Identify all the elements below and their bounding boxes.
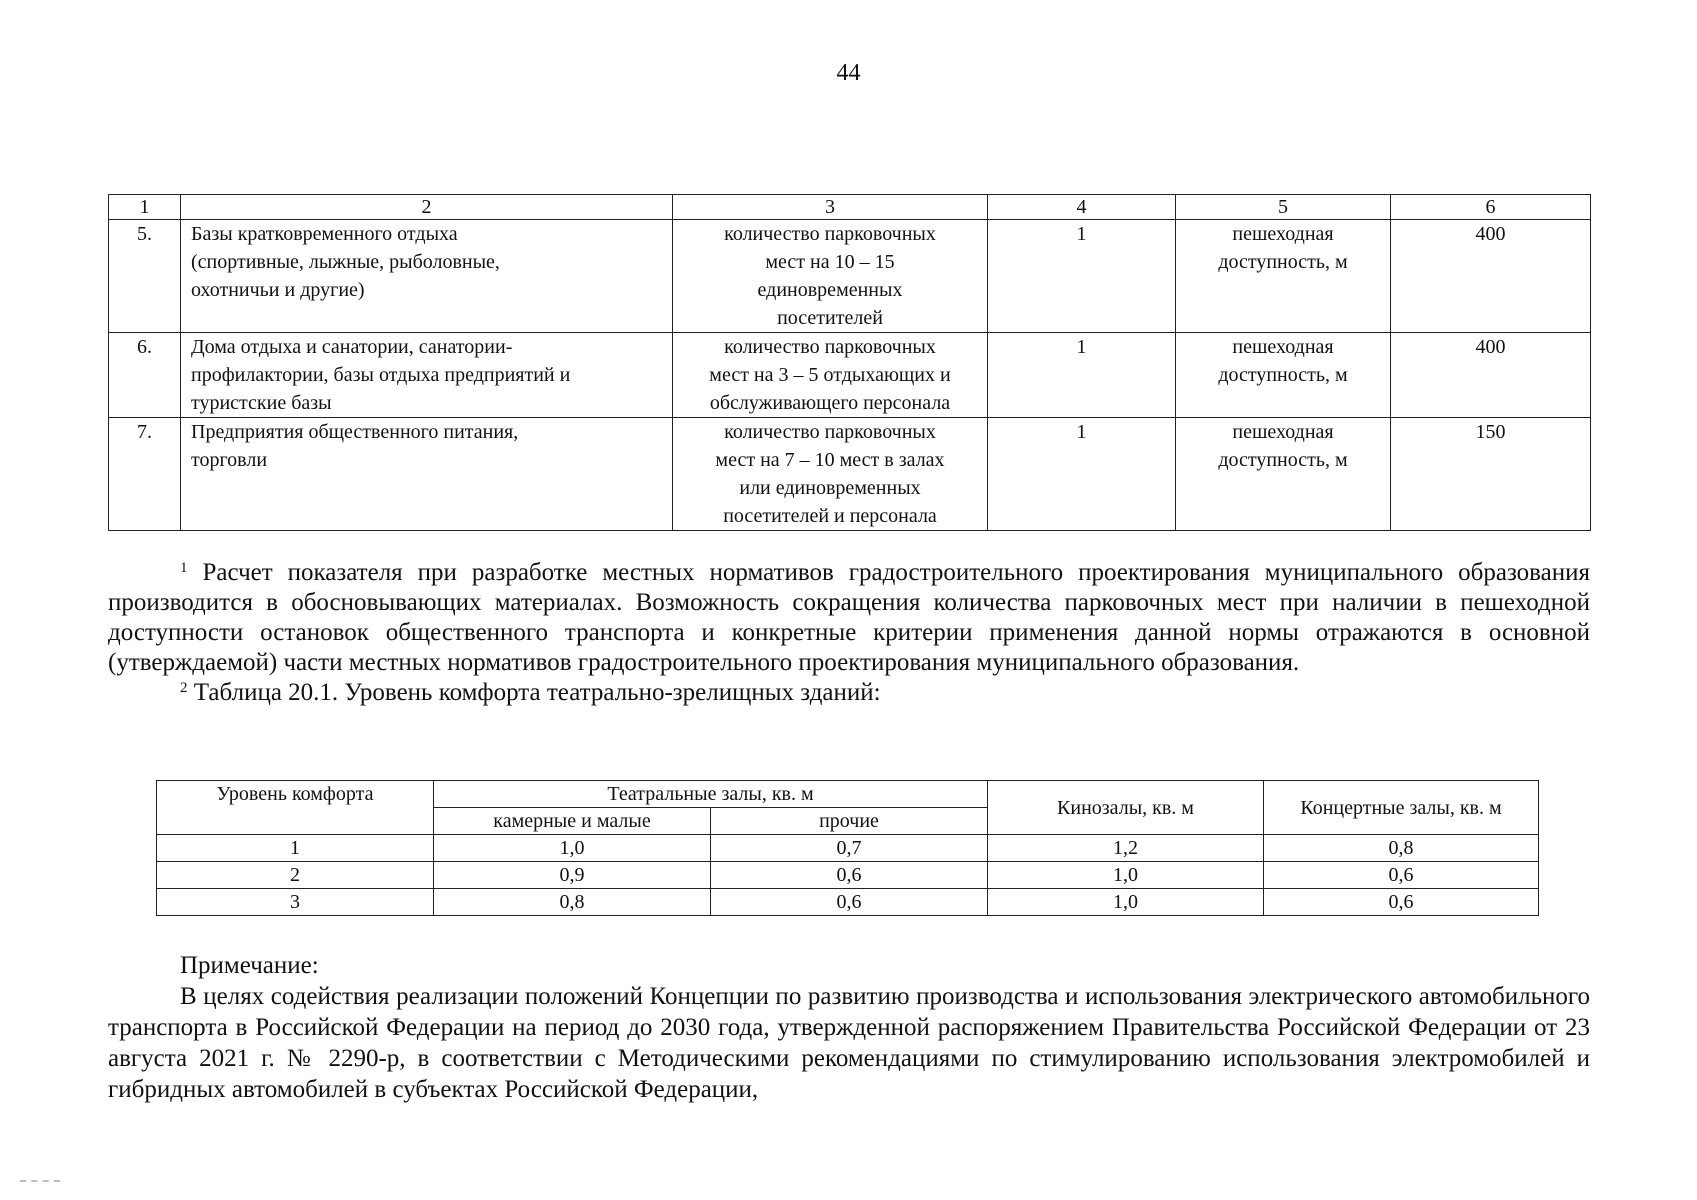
- footnote-1: [108, 558, 1590, 678]
- table-cell: 1,0: [988, 889, 1264, 916]
- footnote-mark: 2: [180, 680, 188, 696]
- object-line: (спортивные, лыжные, рыболовные,: [191, 251, 500, 273]
- unit-line: посетителей: [777, 307, 883, 329]
- object-cell: [181, 333, 673, 418]
- footnote-mark: 1: [180, 560, 188, 576]
- header-cell: 5: [1176, 195, 1391, 220]
- table-cell: 3: [157, 889, 434, 916]
- table-row: [157, 862, 1539, 889]
- table-cell: 0,6: [711, 862, 988, 889]
- table-cell: 0,6: [711, 889, 988, 916]
- table-cell: 1,0: [434, 835, 711, 862]
- table-cell: 0,9: [434, 862, 711, 889]
- unit-line: количество парковочных: [724, 421, 936, 443]
- scan-artifact: [20, 1180, 60, 1184]
- parking-norms-table: [108, 194, 1591, 531]
- header-concert-halls: Концертные залы, кв. м: [1264, 781, 1539, 835]
- header-theatre-small: камерные и малые: [434, 808, 711, 835]
- footnote-2: [108, 678, 1590, 708]
- table-cell: 1,2: [988, 835, 1264, 862]
- object-line: Дома отдыха и санатории, санатории-: [191, 336, 513, 358]
- object-line: торговли: [191, 449, 268, 471]
- unit-line: количество парковочных: [724, 336, 936, 358]
- table-cell: 0,7: [711, 835, 988, 862]
- value-cell: 1: [988, 418, 1176, 531]
- table-row: [157, 889, 1539, 916]
- table-cell: 0,8: [434, 889, 711, 916]
- unit-line: мест на 3 – 5 отдыхающих и: [709, 364, 951, 386]
- unit-line: обслуживающего персонала: [709, 392, 951, 414]
- note-section: [108, 950, 1590, 1105]
- table-cell: 0,8: [1264, 835, 1539, 862]
- unit-line: или единовременных: [739, 477, 921, 499]
- object-line: профилактории, базы отдыха предприятий и: [191, 364, 571, 386]
- table-cell: 1: [157, 835, 434, 862]
- unit-line: мест на 7 – 10 мест в залах: [715, 449, 945, 471]
- header-cell: 6: [1391, 195, 1591, 220]
- type-line: доступность, м: [1218, 449, 1348, 471]
- header-theatre-halls: Театральные залы, кв. м: [434, 781, 988, 808]
- unit-line: посетителей и персонала: [723, 505, 937, 527]
- type-cell: [1176, 220, 1391, 333]
- header-theatre-other: прочие: [711, 808, 988, 835]
- unit-cell: [673, 418, 988, 531]
- object-line: охотничьи и другие): [191, 279, 365, 301]
- table-cell: 2: [157, 862, 434, 889]
- note-title: Примечание:: [180, 952, 319, 979]
- header-cinema-halls: Кинозалы, кв. м: [988, 781, 1264, 835]
- object-cell: [181, 418, 673, 531]
- row-number: 7.: [109, 418, 181, 531]
- type-line: пешеходная: [1232, 336, 1334, 358]
- header-comfort-level: Уровень комфорта: [157, 781, 434, 835]
- type-line: доступность, м: [1218, 364, 1348, 386]
- object-line: туристские базы: [191, 392, 332, 414]
- table-header-row: [109, 195, 1591, 220]
- row-number: 5.: [109, 220, 181, 333]
- footnotes: [108, 558, 1590, 708]
- row-number: 6.: [109, 333, 181, 418]
- unit-cell: [673, 333, 988, 418]
- distance-cell: 400: [1391, 220, 1591, 333]
- distance-cell: 150: [1391, 418, 1591, 531]
- type-line: доступность, м: [1218, 251, 1348, 273]
- type-line: пешеходная: [1232, 421, 1334, 443]
- object-cell: [181, 220, 673, 333]
- header-cell: 2: [181, 195, 673, 220]
- object-line: Базы кратковременного отдыха: [191, 223, 458, 245]
- footnote-text: Расчет показателя при разработке местных нормативов градостроительного проектирования муниципального образования производится в обосновывающих материалах. Возможность сокращения количества парковочных мест при наличии в пешеходной доступности остановок общественного транспорта и конкретные критерии применения данной нормы отражаются в основной (утверждаемой) части местных нормативов градостроительного проектирования муниципального образования.: [108, 559, 1591, 676]
- header-cell: 4: [988, 195, 1176, 220]
- type-cell: [1176, 333, 1391, 418]
- table-row: [157, 835, 1539, 862]
- type-cell: [1176, 418, 1391, 531]
- unit-cell: [673, 220, 988, 333]
- table-cell: 1,0: [988, 862, 1264, 889]
- unit-line: единовременных: [757, 279, 903, 301]
- table-cell: 0,6: [1264, 889, 1539, 916]
- footnote-text: Таблица 20.1. Уровень комфорта театрально-зрелищных зданий:: [193, 679, 881, 706]
- header-cell: 1: [109, 195, 181, 220]
- value-cell: 1: [988, 333, 1176, 418]
- unit-line: мест на 10 – 15: [765, 251, 895, 273]
- header-cell: 3: [673, 195, 988, 220]
- distance-cell: 400: [1391, 333, 1591, 418]
- value-cell: 1: [988, 220, 1176, 333]
- unit-line: количество парковочных: [724, 223, 936, 245]
- table-row: [109, 220, 1591, 333]
- table-row: [109, 333, 1591, 418]
- object-line: Предприятия общественного питания,: [191, 421, 519, 443]
- page-number: 44: [836, 60, 861, 86]
- type-line: пешеходная: [1232, 223, 1334, 245]
- comfort-level-table: [156, 780, 1539, 916]
- table-row: [109, 418, 1591, 531]
- note-text: В целях содействия реализации положений Концепции по развитию производства и использования электрического автомобильного транспорта в Российской Федерации на период до 2030 года, утвержденной распоряжением Правительства Российской Федерации от 23 августа 2021 г. № 2290-р, в соответствии с Методическими рекомендациями по стимулированию использования электромобилей и гибридных автомобилей в субъектах Российской Федерации,: [108, 983, 1590, 1103]
- table-cell: 0,6: [1264, 862, 1539, 889]
